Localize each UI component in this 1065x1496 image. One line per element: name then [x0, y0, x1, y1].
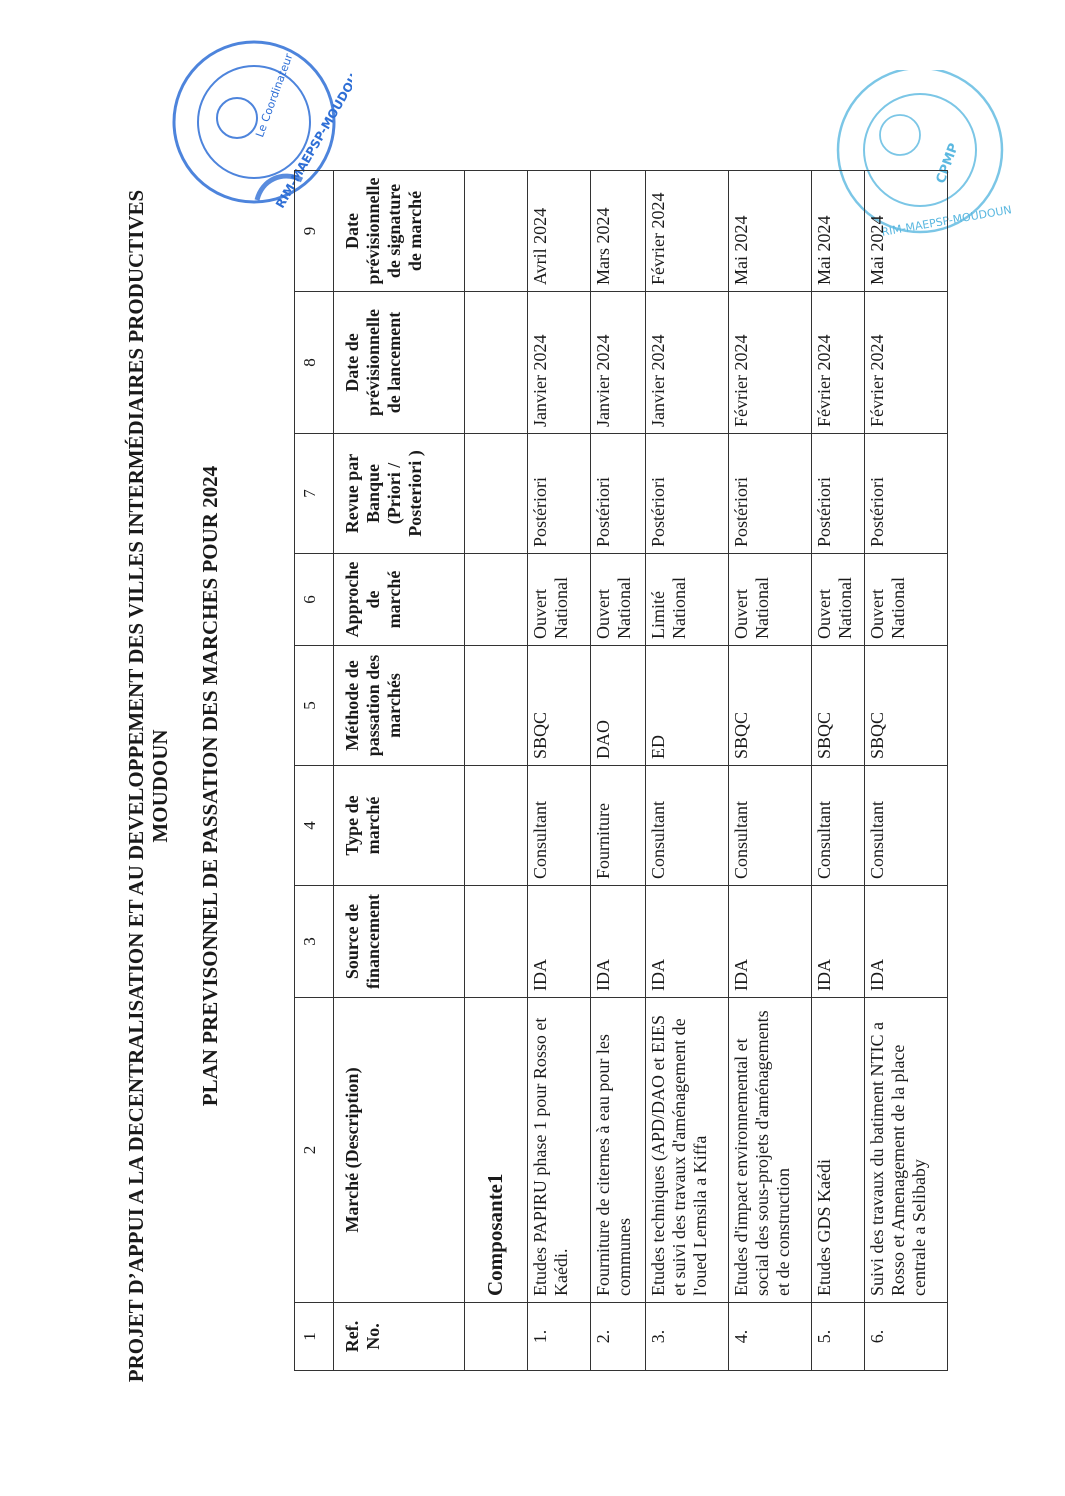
- cell-source: IDA: [865, 886, 948, 998]
- cell-approach: Ouvert National: [865, 554, 948, 646]
- table-row: [729, 171, 812, 1371]
- project-title-line2: MOUDOUN: [148, 729, 172, 843]
- component-label: Composante1: [483, 1173, 507, 1296]
- cell-signature: Février 2024: [646, 171, 729, 292]
- cell-approach: Ouvert National: [591, 554, 646, 646]
- column-number-row: [295, 171, 334, 1371]
- stamp2-sub: CPMP: [933, 141, 962, 186]
- cell-ref: 4.: [729, 1303, 812, 1371]
- cell-method: SBQC: [812, 646, 865, 766]
- col-number: 1: [295, 1303, 334, 1371]
- col-header-description: Marché (Description): [334, 998, 465, 1303]
- stamp1-text: RIM-MAEPSP-MOUDOUN: [272, 62, 352, 211]
- cell-approach: Ouvert National: [528, 554, 591, 646]
- cell-desc: Etudes GDS Kaédi: [812, 998, 865, 1303]
- table-row: [528, 171, 591, 1371]
- col-header-source: Source de financement: [334, 886, 465, 998]
- cell-ref: 6.: [865, 1303, 948, 1371]
- plan-title: PLAN PREVISONNEL DE PASSATION DES MARCHES POUR 2024: [198, 465, 222, 1107]
- cell-signature: Mai 2024: [729, 171, 812, 292]
- col-header-launch-date: Date de prévisionnelle de lancement: [334, 292, 465, 434]
- cell-type: Consultant: [865, 766, 948, 886]
- cell-review: Postériori: [591, 434, 646, 554]
- column-header-row: [334, 171, 465, 1371]
- cell-type: Consultant: [729, 766, 812, 886]
- cell-signature: Avril 2024: [528, 171, 591, 292]
- cell-ref: 5.: [812, 1303, 865, 1371]
- cell-ref: 1.: [528, 1303, 591, 1371]
- cell-source: IDA: [591, 886, 646, 998]
- cell-method: DAO: [591, 646, 646, 766]
- table-row: [591, 171, 646, 1371]
- cell-type: Consultant: [646, 766, 729, 886]
- cell-launch: Janvier 2024: [528, 292, 591, 434]
- table-row: [646, 171, 729, 1371]
- cell-desc: Suivi des travaux du batiment NTIC a Rosso et Amenagement de la place centrale a Selibaby: [865, 998, 948, 1303]
- cell-method: SBQC: [865, 646, 948, 766]
- procurement-plan-table: [294, 170, 948, 1371]
- col-header-signature-date: Date prévisionnelle de signature de marché: [334, 171, 465, 292]
- cell-launch: Février 2024: [812, 292, 865, 434]
- cell-approach: Ouvert National: [729, 554, 812, 646]
- cell-ref: 2.: [591, 1303, 646, 1371]
- cell-review: Postériori: [812, 434, 865, 554]
- cell-approach: Limité National: [646, 554, 729, 646]
- col-number: 5: [295, 646, 334, 766]
- cell-type: Fourniture: [591, 766, 646, 886]
- cell-review: Postériori: [729, 434, 812, 554]
- cell-review: Postériori: [646, 434, 729, 554]
- cell-launch: Janvier 2024: [646, 292, 729, 434]
- col-header-approach: Approche de marché: [334, 554, 465, 646]
- cell-source: IDA: [646, 886, 729, 998]
- cell-desc: Etudes d'impact environnemental et social des sous-projets d'aménagements et de construction: [729, 998, 812, 1303]
- col-header-ref: Ref. No.: [334, 1303, 465, 1371]
- col-header-method: Méthode de passation des marchés: [334, 646, 465, 766]
- cell-desc: Etudes PAPIRU phase 1 pour Rosso et Kaédi.: [528, 998, 591, 1303]
- col-header-review: Revue par Banque (Priori / Posteriori ): [334, 434, 465, 554]
- component-row: [465, 171, 528, 1371]
- table-row: [865, 171, 948, 1371]
- cell-signature: Mai 2024: [812, 171, 865, 292]
- cell-type: Consultant: [812, 766, 865, 886]
- cell-method: SBQC: [729, 646, 812, 766]
- cell-ref: 3.: [646, 1303, 729, 1371]
- cell-approach: Ouvert National: [812, 554, 865, 646]
- project-title: PROJET D’APPUI A LA DECENTRALISATION ET AU DEVELOPPEMENT DES VILLES INTERMÉDIAIRES PRODUCTIVES: [124, 189, 148, 1383]
- cell-desc: Fourniture de citernes à eau pour les communes: [591, 998, 646, 1303]
- cell-launch: Janvier 2024: [591, 292, 646, 434]
- col-number: 3: [295, 886, 334, 998]
- cell-launch: Février 2024: [729, 292, 812, 434]
- col-number: 4: [295, 766, 334, 886]
- col-number: 9: [295, 171, 334, 292]
- cell-source: IDA: [528, 886, 591, 998]
- cell-signature: Mars 2024: [591, 171, 646, 292]
- cell-launch: Février 2024: [865, 292, 948, 434]
- col-number: 2: [295, 998, 334, 1303]
- cell-method: ED: [646, 646, 729, 766]
- cell-source: IDA: [729, 886, 812, 998]
- cell-source: IDA: [812, 886, 865, 998]
- col-number: 8: [295, 292, 334, 434]
- cell-desc: Etudes techniques (APD/DAO et EIES et suivi des travaux d'aménagement de l'oued Lemsila a Kiffa: [646, 998, 729, 1303]
- cell-review: Postériori: [865, 434, 948, 554]
- stamp2-text: RIM-MAEPSP-MOUDOUN: [880, 203, 1013, 239]
- col-number: 7: [295, 434, 334, 554]
- cell-signature: Mai 2024: [865, 171, 948, 292]
- table-row: [812, 171, 865, 1371]
- col-header-type: Type de marché: [334, 766, 465, 886]
- cell-review: Postériori: [528, 434, 591, 554]
- cell-type: Consultant: [528, 766, 591, 886]
- stamp1-sub: Le Coordinateur: [253, 51, 296, 140]
- col-number: 6: [295, 554, 334, 646]
- cell-method: SBQC: [528, 646, 591, 766]
